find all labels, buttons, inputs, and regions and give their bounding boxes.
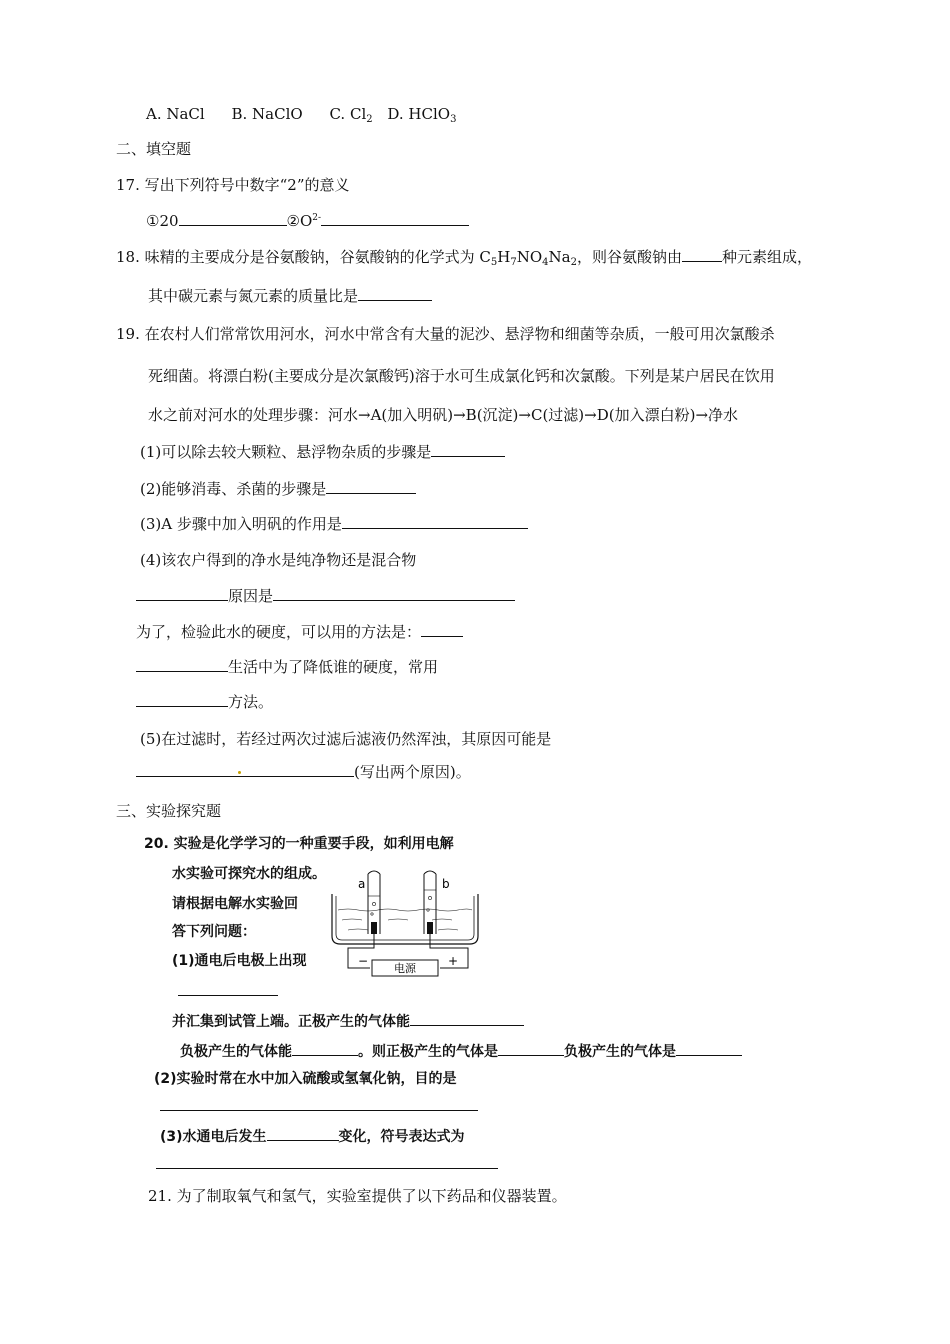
- electrode-b: [427, 922, 433, 934]
- q19-part-4-life: 生活中为了降低谁的硬度，常用: [136, 657, 438, 677]
- q19-line-3: 水之前对河水的处理步骤：河水→A(加入明矾)→B(沉淀)→C(过滤)→D(加入漂白粉)→净水: [148, 406, 739, 424]
- answer-blank-line[interactable]: [156, 1168, 498, 1169]
- answer-blank[interactable]: [676, 1041, 742, 1056]
- q19-part-4-reason: 原因是: [136, 586, 515, 606]
- section-3-title: 三、实验探究题: [116, 802, 222, 820]
- q21-text: 21. 为了制取氧气和氢气，实验室提供了以下药品和仪器装置。: [148, 1187, 567, 1205]
- q18-line-2: 其中碳元素与氮元素的质量比是: [148, 286, 432, 306]
- label-a: a: [358, 877, 366, 891]
- answer-blank[interactable]: [410, 1011, 524, 1026]
- answer-blank[interactable]: [326, 479, 416, 494]
- q19-part-4-hardness: 为了，检验此水的硬度，可以用的方法是：: [136, 622, 463, 642]
- plus-sign: +: [448, 954, 459, 968]
- q19-line-1: 19. 在农村人们常常饮用河水，河水中常含有大量的泥沙、悬浮物和细菌等杂质，一般可用次氯酸杀: [116, 325, 775, 343]
- answer-blank[interactable]: [136, 762, 354, 777]
- water-surface: [338, 909, 472, 911]
- answer-blank[interactable]: [179, 211, 287, 226]
- q17-item-1: ①20: [146, 212, 179, 230]
- answer-blank[interactable]: [273, 586, 515, 601]
- electrolysis-apparatus: [328, 868, 488, 980]
- q19-part-1: (1)可以除去较大颗粒、悬浮物杂质的步骤是: [140, 442, 505, 462]
- answer-blank[interactable]: [342, 514, 528, 529]
- answer-blank[interactable]: [431, 442, 505, 457]
- answer-blank[interactable]: [358, 286, 432, 301]
- answer-blank[interactable]: [498, 1041, 564, 1056]
- answer-blank-line[interactable]: [160, 1110, 478, 1111]
- q19-part-5: (5)在过滤时，若经过两次过滤后滤液仍然浑浊，其原因可能是: [140, 730, 552, 748]
- q20-line-7: 负极产生的气体能 。则正极产生的气体是 负极产生的气体是: [180, 1041, 742, 1062]
- power-label: 电源: [394, 962, 416, 975]
- option-c: C. $Cl_2$: [329, 105, 373, 125]
- q17-stem: 17. 写出下列符号中数字“2”的意义: [116, 176, 350, 194]
- minus-sign: −: [358, 954, 369, 968]
- q17-item-2: $②O^{2-}$: [286, 212, 322, 230]
- answer-blank[interactable]: [421, 622, 463, 637]
- q20-line-2: 水实验可探究水的组成。: [172, 866, 326, 882]
- q19-part-2: (2)能够消毒、杀菌的步骤是: [140, 479, 416, 499]
- answer-blank-line[interactable]: [178, 995, 278, 996]
- q20-line-1: 20. 实验是化学学习的一种重要手段，如利用电解: [144, 836, 454, 852]
- answer-blank[interactable]: [136, 692, 228, 707]
- answer-blank[interactable]: [682, 247, 722, 262]
- answer-blank[interactable]: [136, 657, 228, 672]
- option-d: D. HClO$_3$: [387, 105, 457, 125]
- stray-dot: [238, 771, 241, 774]
- q17-items: [146, 211, 469, 231]
- option-a: A. NaCl: [146, 105, 205, 123]
- answer-blank[interactable]: [267, 1126, 339, 1141]
- answer-blank[interactable]: [321, 211, 469, 226]
- q20-line-5: (1)通电后电极上出现: [172, 953, 307, 969]
- section-2-title: 二、填空题: [116, 140, 192, 158]
- q19-part-4: (4)该农户得到的净水是纯净物还是混合物: [140, 551, 417, 569]
- q19-part-4-method: 方法。: [136, 692, 273, 712]
- q20-line-8: (2)实验时常在水中加入硫酸或氢氧化钠，目的是: [154, 1071, 457, 1087]
- label-b: b: [442, 877, 450, 891]
- answer-blank[interactable]: [136, 586, 228, 601]
- q20-line-3: 请根据电解水实验回: [172, 896, 298, 912]
- electrode-a: [371, 922, 377, 934]
- option-b: B. NaClO: [231, 105, 303, 123]
- q20-line-6: 并汇集到试管上端。正极产生的气体能: [172, 1011, 524, 1032]
- q18-line-1: 18. 味精的主要成分是谷氨酸钠，谷氨酸钠的化学式为 $C_5H_7NO_4Na_2$，则谷氨酸钠由 种元素组成，: [116, 248, 813, 268]
- q19-part-5-answer: (写出两个原因)。: [136, 762, 471, 782]
- q19-part-3: (3)A 步骤中加入明矾的作用是: [140, 514, 528, 534]
- answer-blank[interactable]: [292, 1041, 358, 1056]
- q16-options: [146, 104, 456, 124]
- q20-line-4: 答下列问题：: [172, 924, 256, 940]
- q20-line-9: (3)水通电后发生 变化，符号表达式为: [160, 1126, 465, 1147]
- q19-line-2: 死细菌。将漂白粉(主要成分是次氯酸钙)溶于水可生成氯化钙和次氯酸。下列是某户居民在饮用: [148, 367, 775, 385]
